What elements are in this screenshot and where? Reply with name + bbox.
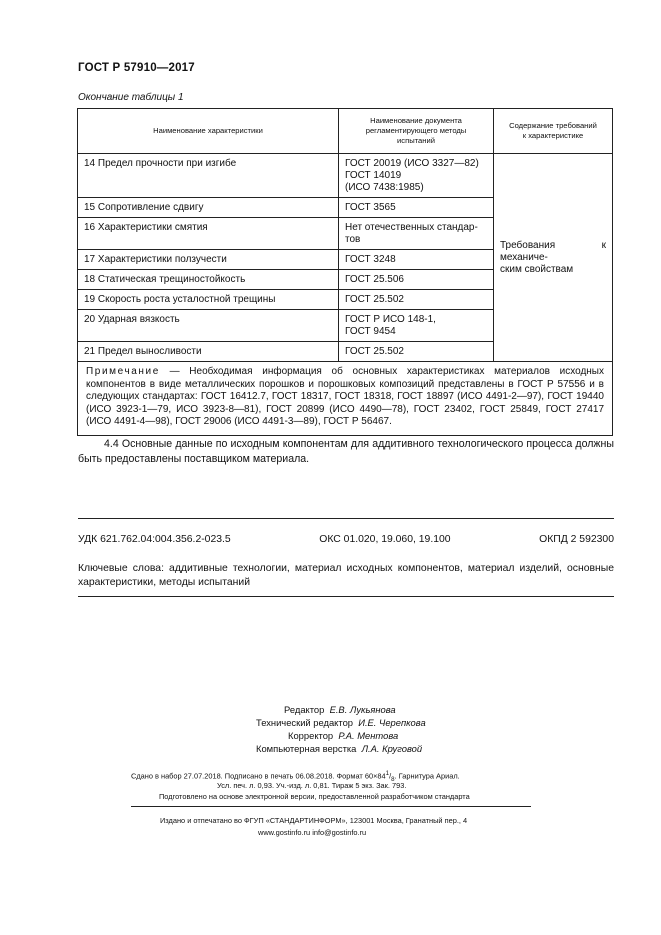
oks-code: ОКС 01.020, 19.060, 19.100 [319,534,451,545]
format-sup: 1 [385,770,390,777]
header-requirements-line: к характеристике [522,131,584,140]
credit-tech-editor [256,717,426,728]
row-characteristic: 14 Предел прочности при изгибе [78,154,339,198]
credit-person: И.Е. Черепкова [358,717,426,728]
table-note [78,362,613,436]
row-test-doc: ГОСТ 3565 [339,198,494,218]
requirements-line: Требования к механиче- [500,239,606,263]
format-sub: 8 [391,775,395,783]
document-code: ГОСТ Р 57910—2017 [78,62,195,74]
row-characteristic: 17 Характеристики ползучести [78,250,339,270]
table-caption: Окончание таблицы 1 [78,92,184,103]
credit-layout [256,743,422,754]
row-characteristic: 19 Скорость роста усталостной трещины [78,290,339,310]
note-label: Примечание [86,366,160,377]
row-test-doc: ГОСТ 25.502 [339,342,494,362]
row-characteristic: 15 Сопротивление сдвигу [78,198,339,218]
header-test-doc-line: Наименование документа [370,116,462,125]
row-requirements-merged [494,154,613,362]
credit-role: Корректор [288,730,334,741]
imprint-divider [131,806,531,807]
credit-editor [284,704,396,715]
credit-role: Редактор [284,704,325,715]
row-test-doc-line: ГОСТ 14019 [345,170,402,181]
credit-person: Е.В. Лукьянова [329,704,396,715]
note-text: — Необходимая информация об основных характеристиках материалов исходных компонентов в виде металлических порошков и порошковых композиций представлены в ГОСТ Р 57556 и в следующих стандартах: ГОСТ 16412.7, ГОСТ 18317, ГОСТ 18318, ГОСТ 18897 (ИСО 4491-2—97), ГОСТ 19440 (ИСО 3923-1—79, ИСО 3923-8—81), ГОСТ 20899 (ИСО 4490—78), ГОСТ 23402, ГОСТ 25849, ГОСТ 27417 (ИСО 4491-4—98), ГОСТ 29006 (ИСО 4491-3—89), ГОСТ Р 56467. [86,366,604,427]
row-test-doc-line: ГОСТ 20019 (ИСО 3327—82) [345,158,479,169]
credit-role: Компьютерная верстка [256,743,357,754]
requirements-line: ским свойствам [500,263,574,275]
credit-role: Технический редактор [256,717,354,728]
imprint-line-5: www.gostinfo.ru info@gostinfo.ru [258,828,367,837]
credit-person: Р.А. Ментова [338,730,399,741]
row-characteristic: 16 Характеристики смятия [78,218,339,250]
row-test-doc [339,218,494,250]
table-row [78,154,613,198]
row-test-doc: ГОСТ 3248 [339,250,494,270]
credit-proofreader [288,730,398,741]
classification-codes [78,534,614,545]
row-characteristic: 18 Статическая трещиностойкость [78,270,339,290]
row-test-doc-line: (ИСО 7438:1985) [345,182,424,193]
row-test-doc-line: тов [345,234,361,245]
divider-top [78,518,614,519]
row-test-doc-line: Нет отечественных стандар- [345,222,478,233]
header-requirements-line: Содержание требований [509,121,597,130]
imprint-line-4: Издано и отпечатано во ФГУП «СТАНДАРТИНФОРМ», 123001 Москва, Гранатный пер., 4 [160,816,468,825]
row-test-doc: ГОСТ 25.502 [339,290,494,310]
table-header-row [78,109,613,154]
okpd-code: ОКПД 2 592300 [539,534,614,545]
row-test-doc-line: ГОСТ 9454 [345,326,396,337]
imprint-line-2: Усл. печ. л. 0,93. Уч.-изд. л. 0,81. Тираж 5 экз. Зак. 793. [217,781,407,790]
keywords: Ключевые слова: аддитивные технологии, материал исходных компонентов, материал изделий, основные характеристики, методы испытаний [78,563,614,588]
header-test-doc-line: испытаний [397,136,435,145]
row-test-doc [339,154,494,198]
imprint-text: . Гарнитура Ариал. [394,771,460,781]
header-test-doc-line: регламентирующего методы [365,126,467,135]
table-note-row [78,362,613,436]
credit-person: Л.А. Круговой [361,743,423,754]
header-characteristic: Наименование характеристики [78,109,339,154]
row-characteristic: 21 Предел выносливости [78,342,339,362]
header-test-doc [339,109,494,154]
divider-bottom [78,596,614,597]
imprint-line-3: Подготовлено на основе электронной версии, предоставленной разработчиком стандарта [159,792,470,801]
clause-4-4: 4.4 Основные данные по исходным компонентам для аддитивного технологического процесса должны быть предоставлены поставщиком материала. [78,438,614,465]
header-requirements [494,109,613,154]
row-test-doc-line: ГОСТ Р ИСО 148-1, [345,314,436,325]
imprint-line-1: Сдано в набор 27.07.2018. Подписано в печать 06.08.2018. Формат $60\times 84^1/_8$. Гарнитура Ариал. [131,770,460,783]
imprint-text: Сдано в набор 27.07.2018. Подписано в печать 06.08.2018. Формат 60×84 [131,771,386,781]
row-characteristic: 20 Ударная вязкость [78,310,339,342]
characteristics-table [77,108,613,436]
udk-code: УДК 621.762.04:004.356.2-023.5 [78,534,231,545]
row-test-doc: ГОСТ 25.506 [339,270,494,290]
row-test-doc [339,310,494,342]
